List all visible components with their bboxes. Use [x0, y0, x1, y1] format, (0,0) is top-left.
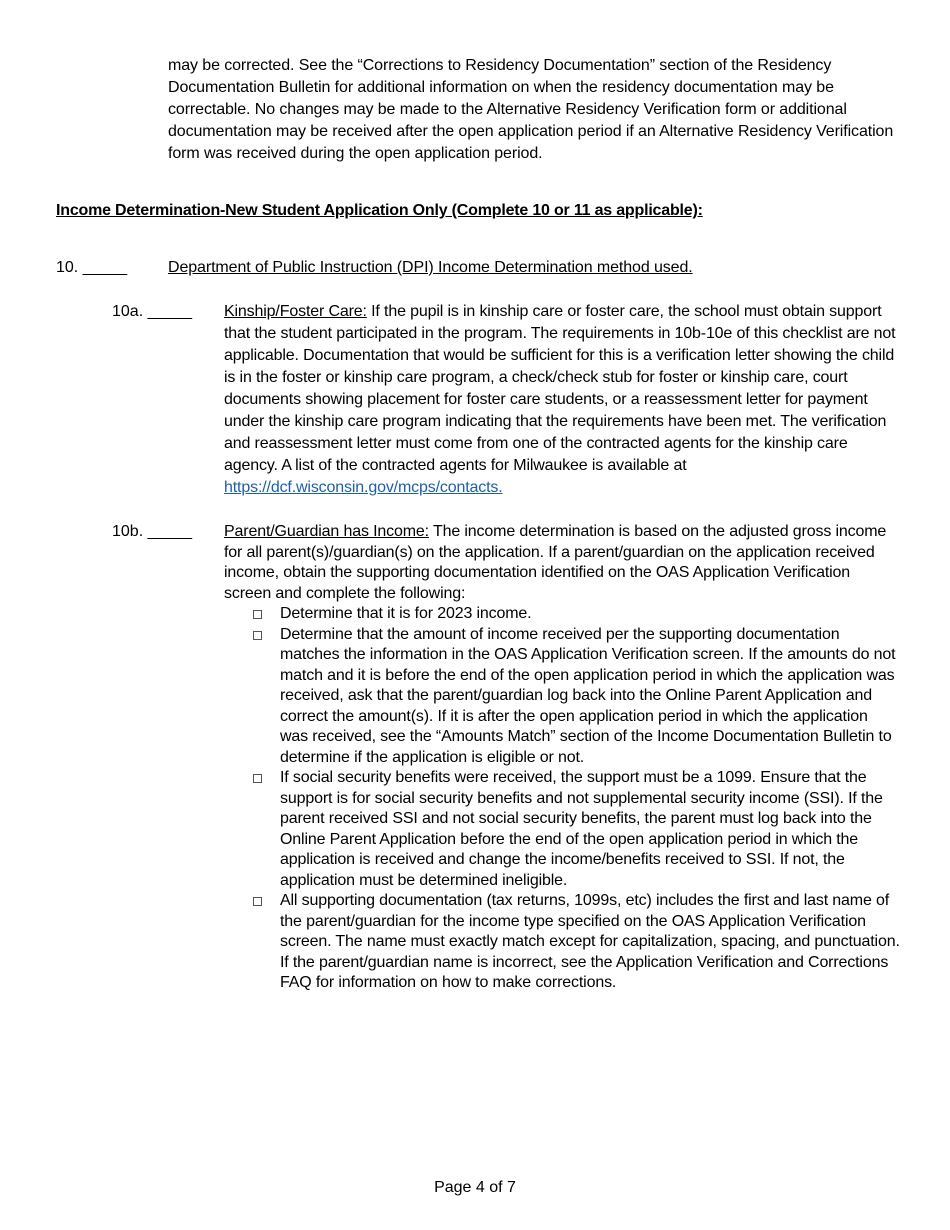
checklist-item-text: If social security benefits were received, the support must be a 1099. Ensure that the support is for social security benefits and not supplemental security income (SSI). If the parent received SSI and not social security benefits, the parent must log back into the Online Parent Application before the end of the open application period in which the application is received and change the income/benefits received to SSI. If not, the application must be determined ineligible.: [280, 769, 883, 889]
item-10b-number: 10b. _____: [112, 523, 193, 540]
page-number-footer: Page 4 of 7: [434, 1179, 516, 1196]
item-10b-checklist: [250, 604, 900, 994]
item-10b-title: Parent/Guardian has Income:: [224, 523, 429, 540]
section-heading: Income Determination-New Student Application Only (Complete 10 or 11 as applicable):: [56, 202, 703, 219]
item-10-number: 10. _____: [56, 259, 128, 276]
list-item: [250, 625, 900, 769]
checklist-item-text: Determine that the amount of income received per the supporting documentation matches the information in the OAS Application Verification screen. If the amounts do not match and it is before the end of the open application period in which the application was received, ask that the parent/guardian log back into the Online Parent Application and correct the amount(s). If it is after the open application period in which the application was received, see the “Amounts Match” section of the Income Documentation Bulletin to determine if the application is eligible or not.: [280, 625, 896, 766]
checkbox-icon[interactable]: [253, 897, 262, 906]
checkbox-icon[interactable]: [253, 610, 262, 619]
item-10b-body: The income determination is based on the adjusted gross income for all parent(s)/guardian(s) on the application. If a parent/guardian on the application received income, obtain the supporting documentation identified on the OAS Application Verification screen and complete the following:: [224, 523, 887, 602]
item-10-text: Department of Public Instruction (DPI) Income Determination method used.: [168, 259, 693, 276]
checkbox-icon[interactable]: [253, 774, 262, 783]
item-10a-number: 10a. _____: [112, 303, 193, 320]
list-item: [250, 604, 900, 625]
dcf-contacts-link[interactable]: https://dcf.wisconsin.gov/mcps/contacts.: [224, 479, 503, 496]
item-10b-paragraph: [224, 522, 900, 604]
item-10a-paragraph: [224, 301, 900, 499]
checklist-item-text: Determine that it is for 2023 income.: [280, 605, 532, 622]
item-10a-title: Kinship/Foster Care:: [224, 303, 367, 320]
checklist-item-text: All supporting documentation (tax returns, 1099s, etc) includes the first and last name of the parent/guardian for the income type specified on the OAS Application Verification screen. The name must exactly match except for capitalization, spacing, and punctuation. If the parent/guardian name is incorrect, see the Application Verification and Corrections FAQ for information on how to make corrections.: [280, 892, 900, 991]
item-10a-body: If the pupil is in kinship care or foster care, the school must obtain support that the student participated in the program. The requirements in 10b-10e of this checklist are not applicable. Documentation that would be sufficient for this is a verification letter showing the child is in the foster or kinship care program, a check/check stub for foster or kinship care, court documents showing placement for foster care students, or a reassessment letter for payment under the kinship care program indicating that the requirements have been met. The verification and reassessment letter must come from one of the contracted agents for the kinship care agency. A list of the contracted agents for Milwaukee is available at: [224, 303, 896, 474]
intro-paragraph: may be corrected. See the “Corrections to Residency Documentation” section of the Residency Documentation Bulletin for additional information on when the residency documentation may be correctable. No changes may be made to the Alternative Residency Verification form or additional documentation may be received after the open application period if an Alternative Residency Verification form was received during the open application period.: [168, 57, 894, 162]
list-item: [250, 891, 900, 994]
list-item: [250, 768, 900, 891]
checkbox-icon[interactable]: [253, 631, 262, 640]
